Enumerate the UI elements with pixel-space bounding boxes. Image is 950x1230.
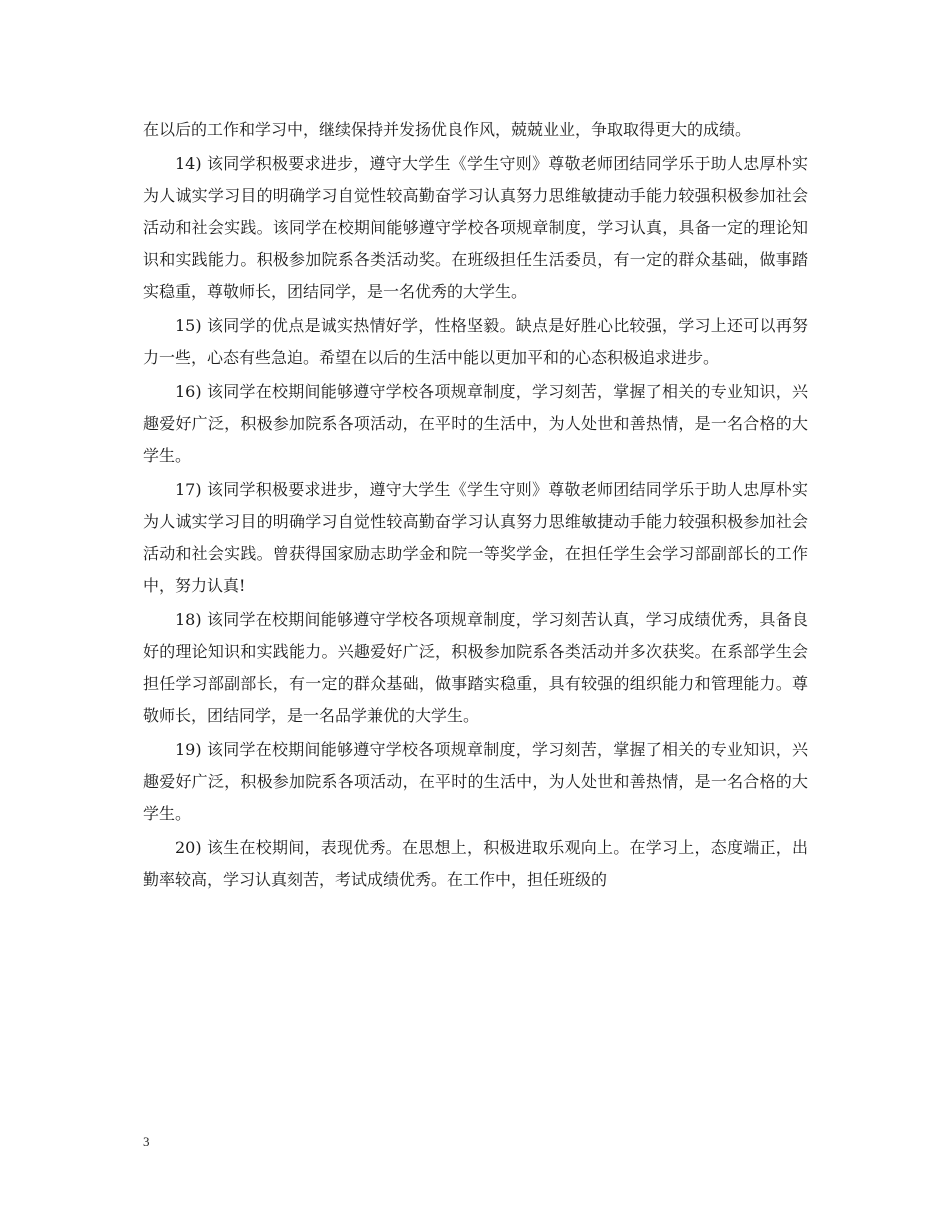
paragraph-15: 15) 该同学的优点是诚实热情好学，性格坚毅。缺点是好胜心比较强，学习上还可以再努力一些，心态有些急迫。希望在以后的生活中能以更加平和的心态积极追求进步。 (143, 316, 808, 367)
document-body (143, 114, 808, 898)
paragraph-20: 20) 该生在校期间，表现优秀。在思想上，积极进取乐观向上。在学习上，态度端正，出勤率较高，学习认真刻苦，考试成绩优秀。在工作中，担任班级的 (143, 838, 808, 889)
paragraph-19: 19) 该同学在校期间能够遵守学校各项规章制度，学习刻苦，掌握了相关的专业知识，兴趣爱好广泛，积极参加院系各项活动，在平时的生活中，为人处世和善热情，是一名合格的大学生。 (143, 740, 808, 823)
paragraph-16: 16) 该同学在校期间能够遵守学校各项规章制度，学习刻苦，掌握了相关的专业知识，兴趣爱好广泛，积极参加院系各项活动，在平时的生活中，为人处世和善热情，是一名合格的大学生。 (143, 382, 808, 465)
paragraph-14: 14) 该同学积极要求进步，遵守大学生《学生守则》尊敬老师团结同学乐于助人忠厚朴实为人诚实学习目的明确学习自觉性较高勤奋学习认真努力思维敏捷动手能力较强积极参加社会活动和社会实践。该同学在校期间能够遵守学校各项规章制度，学习认真，具备一定的理论知识和实践能力。积极参加院系各类活动奖。在班级担任生活委员，有一定的群众基础，做事踏实稳重，尊敬师长，团结同学，是一名优秀的大学生。 (143, 154, 808, 301)
paragraph-17: 17) 该同学积极要求进步，遵守大学生《学生守则》尊敬老师团结同学乐于助人忠厚朴实为人诚实学习目的明确学习自觉性较高勤奋学习认真努力思维敏捷动手能力较强积极参加社会活动和社会实践。曾获得国家励志助学金和院一等奖学金，在担任学生会学习部副部长的工作中，努力认真! (143, 480, 808, 595)
paragraph-13-continuation: 在以后的工作和学习中，继续保持并发扬优良作风，兢兢业业，争取取得更大的成绩。 (143, 120, 752, 139)
page-number: 3 (143, 1134, 150, 1149)
paragraph-18: 18) 该同学在校期间能够遵守学校各项规章制度，学习刻苦认真，学习成绩优秀，具备良好的理论知识和实践能力。兴趣爱好广泛，积极参加院系各类活动并多次获奖。在系部学生会担任学习部副部长，有一定的群众基础，做事踏实稳重，具有较强的组织能力和管理能力。尊敬师长，团结同学，是一名品学兼优的大学生。 (143, 610, 808, 725)
